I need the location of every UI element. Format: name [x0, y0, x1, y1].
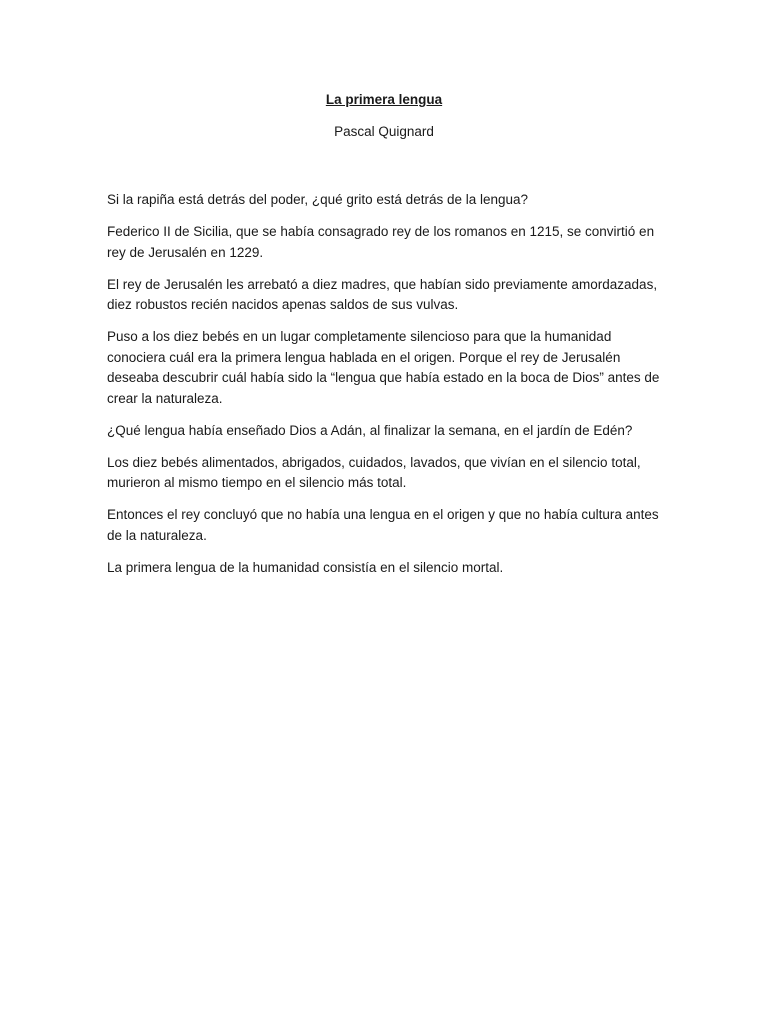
paragraph: Los diez bebés alimentados, abrigados, cuidados, lavados, que vivían en el silencio total, murieron al mismo tiempo en el silencio más total. [107, 454, 641, 490]
document-body [107, 190, 663, 590]
document-title: La primera lengua [325, 92, 443, 107]
document-author: Pascal Quignard [334, 124, 434, 139]
paragraph: Entonces el rey concluyó que no había una lengua en el origen y que no había cultura antes de la naturaleza. [107, 507, 659, 543]
paragraph: ¿Qué lengua había enseñado Dios a Adán, al finalizar la semana, en el jardín de Edén? [107, 422, 633, 438]
paragraph: Si la rapiña está detrás del poder, ¿qué grito está detrás de la lengua? [107, 192, 529, 207]
paragraph: Puso a los diez bebés en un lugar completamente silencioso para que la humanidad conociera cuál era la primera lengua hablada en el origen. Porque el rey de Jerusalén deseaba descubrir cuál había sido la “lengua que había estado en la boca de Dios” antes de crear la naturaleza. [107, 329, 660, 406]
paragraph: La primera lengua de la humanidad consistía en el silencio mortal. [107, 559, 504, 575]
paragraph: Federico II de Sicilia, que se había consagrado rey de los romanos en 1215, se convirtió en rey de Jerusalén en 1229. [107, 224, 655, 260]
paragraph: El rey de Jerusalén les arrebató a diez madres, que habían sido previamente amordazadas, diez robustos recién nacidos apenas saldos de sus vulvas. [107, 276, 658, 312]
